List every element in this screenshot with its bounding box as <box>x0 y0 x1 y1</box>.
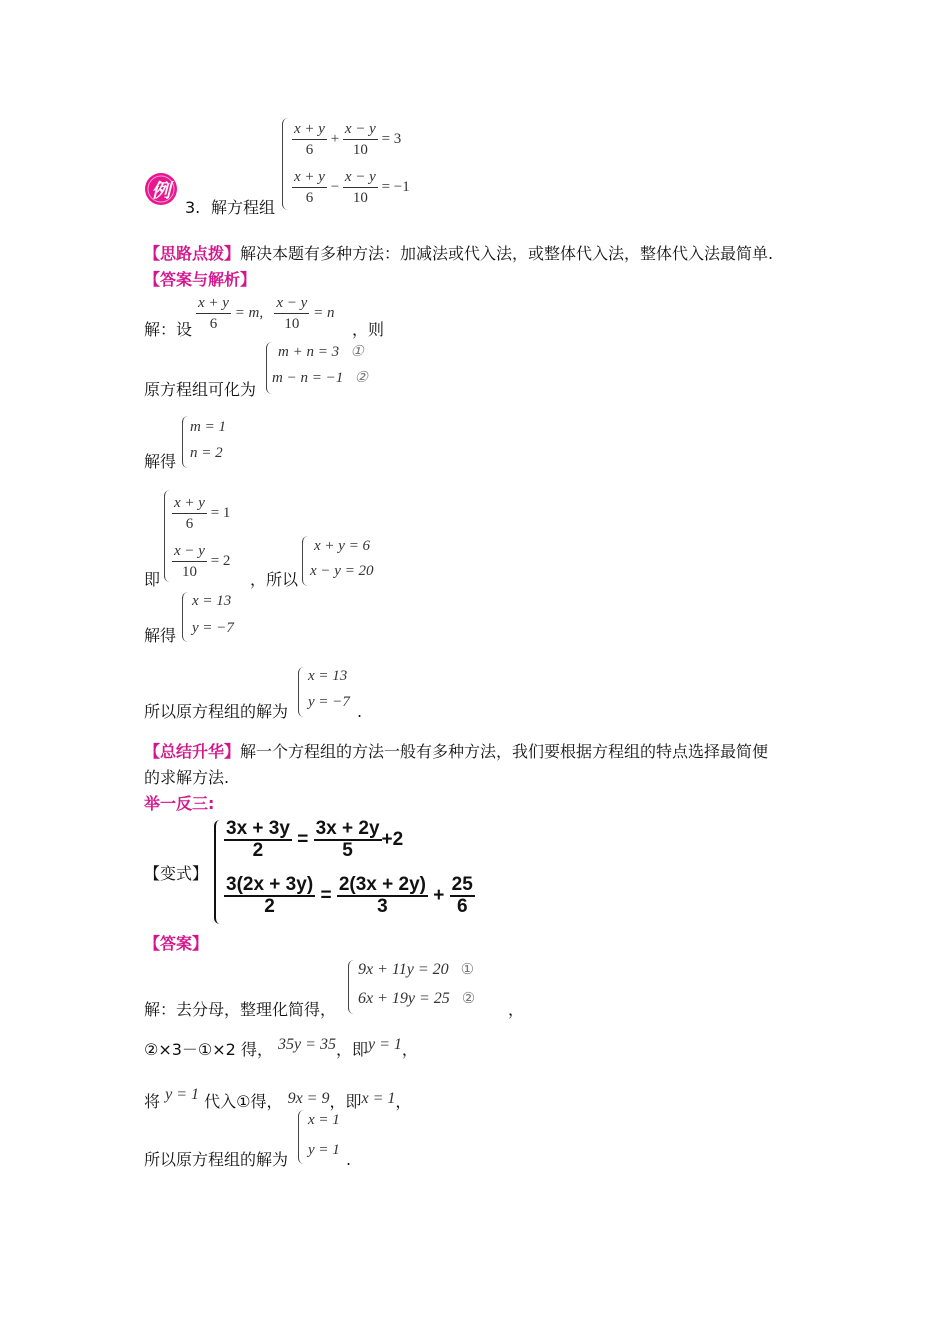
ie-text: 即 <box>144 570 161 589</box>
variant-answer-label: 【答案】 <box>144 934 209 953</box>
example-brace <box>282 118 289 210</box>
variant-row2: $\frac{3(2x + 3y)}{2}$ = $\frac{2(3x + 2y)}{3}$ + $\frac{25}{6}$ <box>226 874 473 917</box>
va-line2: ②×3－①×2 得， 35y = 35，即y = 1， <box>144 1036 418 1059</box>
so-row2: x − y = 20 <box>310 563 374 579</box>
hint-text: 解决本题有多种方法：加减法或代入法，或整体代入法，整体代入法最简单. <box>240 244 774 263</box>
hint-label: 【思路点拨】 <box>144 244 241 263</box>
final-row2: y = −7 <box>308 694 350 710</box>
practice-header: 举一反三: <box>144 794 215 813</box>
va-sys-brace <box>348 960 355 1014</box>
example-badge <box>144 172 178 206</box>
answer-header: 【答案与解析】 <box>144 270 257 289</box>
sol2-row2: y = −7 <box>192 620 234 636</box>
sol1-row2: n = 2 <box>190 445 223 461</box>
summary-line2: 的求解方法. <box>144 768 230 787</box>
ie-brace <box>164 490 171 582</box>
va-line1-tail: ， <box>508 1000 525 1019</box>
va-sys-row2: 6x + 19y = 25 ② <box>358 990 476 1007</box>
solve2-text: 解得 <box>144 626 177 645</box>
va-line4-text: 所以原方程组的解为 <box>144 1150 289 1169</box>
example-eq1: $\frac{x + y}{6}$ + $\frac{x - y}{10}$ = 3 <box>294 121 402 158</box>
sol1-row1: m = 1 <box>190 419 226 435</box>
va-final-brace <box>298 1110 305 1164</box>
sys1-row1: m + n = 3 ① <box>278 344 364 360</box>
so-row1: x + y = 6 <box>314 538 371 554</box>
va-line1-text: 解：去分母，整理化简得， <box>144 1000 337 1019</box>
so-text: ，所以 <box>250 570 299 589</box>
example-badge-text: 例 <box>151 180 171 202</box>
hint-line <box>144 244 773 264</box>
final-row1: x = 13 <box>308 668 348 684</box>
final-dot: . <box>357 702 363 721</box>
sol2-brace <box>182 592 189 642</box>
summary-line1: 【总结升华】解一个方程组的方法一般有多种方法，我们要根据方程组的特点选择最简便 <box>144 742 769 761</box>
sol1-brace <box>182 416 189 468</box>
variant-label: 【变式】 <box>144 864 209 883</box>
va-line3: 将 y = 1 代入①得， 9x = 9，即x = 1， <box>144 1086 412 1111</box>
va-sys-row1: 9x + 11y = 20 ① <box>358 961 475 978</box>
let-expr: $\frac{x + y}{6}$ = m, $\frac{x - y}{10}$ = n <box>198 295 335 332</box>
example-prompt: 解方程组 <box>211 198 276 217</box>
sys1-row2: m − n = −1 ② <box>272 370 368 386</box>
example-eq2: $\frac{x + y}{6}$ − $\frac{x - y}{10}$ = −1 <box>294 169 410 206</box>
va-final-row2: y = 1 <box>308 1142 340 1158</box>
variant-brace <box>214 820 224 924</box>
solve1-text: 解得 <box>144 452 177 471</box>
let-text: 解：设 <box>144 320 193 339</box>
va-final-dot: . <box>346 1150 352 1169</box>
let-then: ，则 <box>352 320 385 339</box>
example-number: 3. <box>185 198 201 217</box>
ie-row2: $\frac{x - y}{10}$ = 2 <box>174 543 231 580</box>
final-text: 所以原方程组的解为 <box>144 702 289 721</box>
sol2-row1: x = 13 <box>192 593 232 609</box>
variant-row1: $\frac{3x + 3y}{2}$ = $\frac{3x + 2y}{5}$ +2 <box>226 818 404 861</box>
ie-row1: $\frac{x + y}{6}$ = 1 <box>174 495 231 532</box>
final-brace <box>298 667 305 717</box>
summary-label: 【总结升华】 <box>144 742 241 761</box>
va-final-row1: x = 1 <box>308 1112 340 1128</box>
so-brace <box>302 536 309 586</box>
transform-text: 原方程组可化为 <box>144 380 257 399</box>
